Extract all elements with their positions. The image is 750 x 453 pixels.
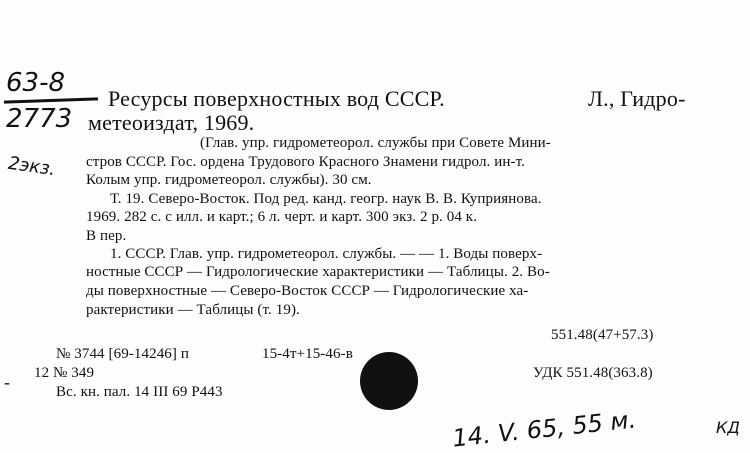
body-line: 1969. 282 с. с илл. и карт.; 6 л. черт. и карт. 300 экз. 2 р. 04 к. xyxy=(86,209,478,225)
record-date: Вс. кн. пал. 14 III 69 Р443 xyxy=(56,384,223,400)
body-line: рактеристики — Таблицы (т. 19). xyxy=(86,302,300,318)
body-line: Колым упр. гидрометеорол. службы). 30 см. xyxy=(86,172,372,188)
body-line: ды поверхностные — Северо-Восток СССР — Гидрологические ха- xyxy=(86,283,529,299)
body-line: Т. 19. Северо-Восток. Под ред. канд. геогр. наук В. В. Куприянова. xyxy=(110,191,542,207)
margin-dash: - xyxy=(4,372,10,392)
title-line2: метеоиздат, 1969. xyxy=(88,110,255,135)
record-codes: 15-4т+15-46-в xyxy=(262,346,353,362)
udc-bottom: УДК 551.48(363.8) xyxy=(533,365,653,381)
record-number: № 3744 [69-14246] п xyxy=(56,346,189,362)
handwritten-note: 14. V. 65, 55 м. xyxy=(451,405,638,453)
udc-top: 551.48(47+57.3) xyxy=(551,327,654,343)
shelf-mark-bottom: 2773 xyxy=(6,104,73,134)
shelf-mark-top: 63-8 xyxy=(6,68,66,98)
title-main: Ресурсы поверхностных вод СССР. xyxy=(108,86,445,111)
corner-note: КД xyxy=(716,418,740,437)
title-publisher: Л., Гидро- xyxy=(588,86,686,111)
body-line: ностные СССР — Гидрологические характеристики — Таблицы. 2. Во- xyxy=(86,264,550,280)
copies-note: 2экз. xyxy=(6,152,57,181)
body-line: В пер. xyxy=(86,228,127,244)
record-number-2: 12 № 349 xyxy=(34,365,95,381)
ink-blot xyxy=(360,352,418,410)
body-line: 1. СССР. Глав. упр. гидрометеорол. службы. — — 1. Воды поверх- xyxy=(110,246,543,262)
body-line: (Глав. упр. гидрометеорол. службы при Совете Мини- xyxy=(200,135,551,151)
body-line: стров СССР. Гос. ордена Трудового Красного Знамени гидрол. ин-т. xyxy=(86,154,525,170)
